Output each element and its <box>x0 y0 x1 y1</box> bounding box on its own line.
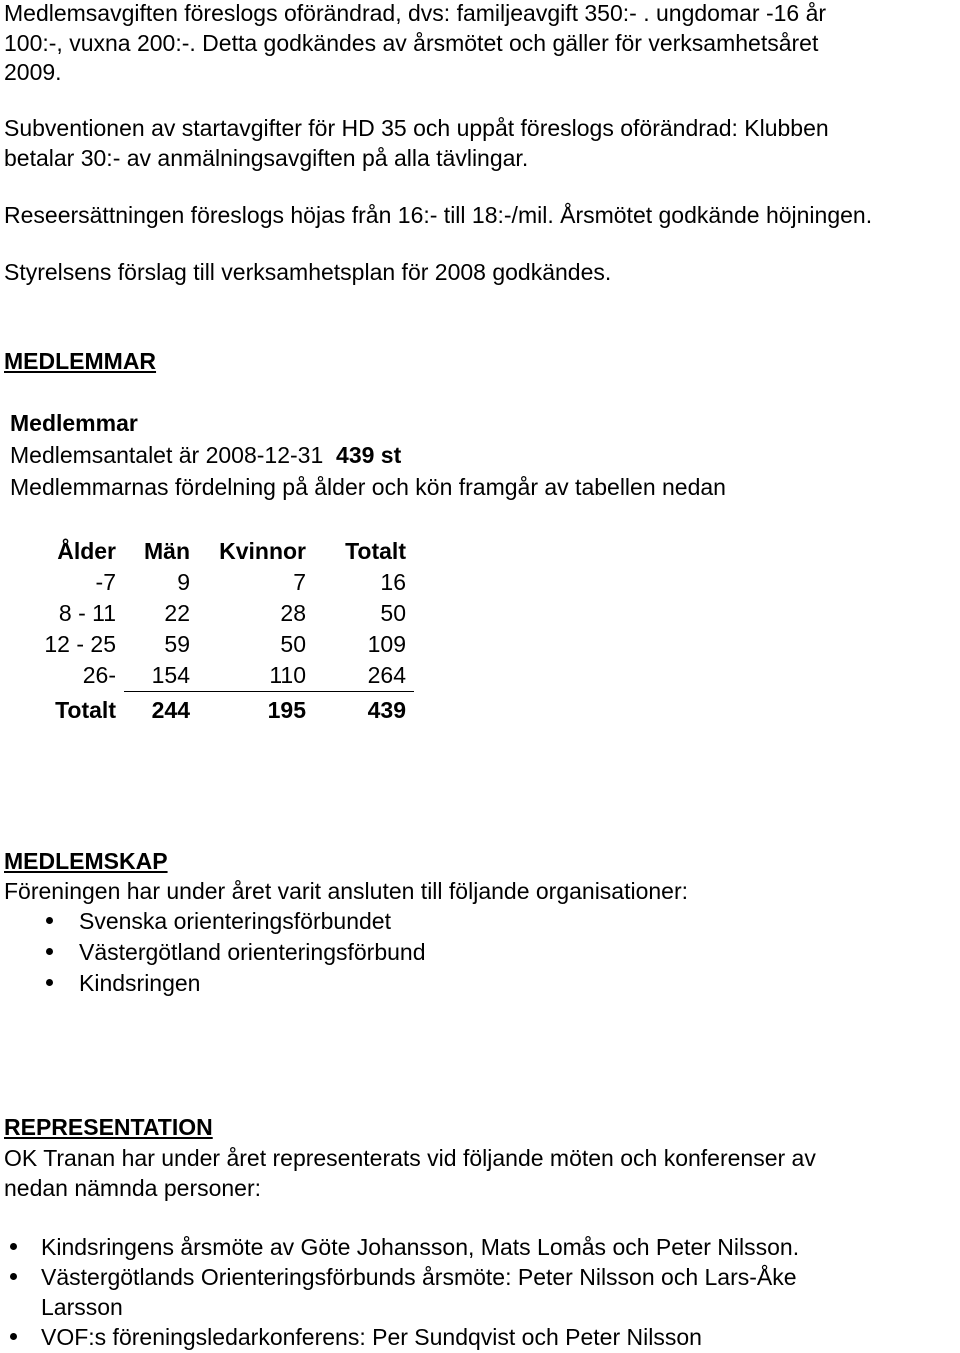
table-total-row <box>44 692 414 727</box>
cell-total: 264 <box>314 660 414 692</box>
total-men: 244 <box>151 697 190 723</box>
bullet-icon <box>10 1333 17 1340</box>
cell-women: 28 <box>280 600 306 626</box>
list-item-continuation: Larsson <box>41 1294 123 1320</box>
table-description: Medlemmarnas fördelning på ålder och kön framgår av tabellen nedan <box>10 474 726 500</box>
header-total: Totalt <box>345 538 406 564</box>
representation-intro-line1: OK Tranan har under året representerats vid följande möten och konferenser av <box>4 1145 816 1171</box>
cell-age: -7 <box>95 569 116 595</box>
header-women: Kvinnor <box>219 538 306 564</box>
table-row <box>44 629 414 660</box>
cell-age: 8 - 11 <box>58 600 116 626</box>
cell-men: 9 <box>177 569 190 595</box>
cell-men: 154 <box>124 660 198 692</box>
cell-age: 26- <box>82 662 116 689</box>
para1-line3: 2009. <box>4 59 62 85</box>
total-total: 439 <box>367 697 406 723</box>
medlemskap-heading: MEDLEMSKAP <box>4 848 168 874</box>
para1-line1: Medlemsavgiften föreslogs oförändrad, dvs: familjeavgift 350:- . ungdomar -16 år <box>4 0 827 26</box>
bullet-icon <box>46 948 53 955</box>
cell-women: 110 <box>198 660 314 692</box>
medlemmar-subheading: Medlemmar <box>10 410 138 436</box>
header-age: Ålder <box>57 538 116 564</box>
bullet-icon <box>10 1273 17 1280</box>
list-item: VOF:s föreningsledarkonferens: Per Sundqvist och Peter Nilsson <box>41 1324 702 1350</box>
cell-women: 50 <box>280 631 306 657</box>
table-row <box>44 567 414 598</box>
bullet-icon <box>46 979 53 986</box>
total-women: 195 <box>267 697 306 723</box>
list-item: Västergötland orienteringsförbund <box>79 939 426 965</box>
para2-line2: betalar 30:- av anmälningsavgiften på alla tävlingar. <box>4 145 529 171</box>
para2-line1: Subventionen av startavgifter för HD 35 och uppåt föreslogs oförändrad: Klubben <box>4 115 829 141</box>
bullet-icon <box>10 1243 17 1250</box>
header-men: Män <box>144 538 190 564</box>
cell-total: 16 <box>380 569 406 595</box>
representation-heading: REPRESENTATION <box>4 1114 213 1140</box>
cell-total: 109 <box>367 631 406 657</box>
table-row <box>44 660 414 692</box>
total-label: Totalt <box>55 696 116 723</box>
member-distribution-table <box>44 536 414 726</box>
member-count-text: Medlemsantalet är 2008-12-31 <box>10 442 324 468</box>
medlemskap-intro: Föreningen har under året varit ansluten till följande organisationer: <box>4 878 689 904</box>
list-item: Svenska orienteringsförbundet <box>79 908 391 934</box>
bullet-icon <box>46 917 53 924</box>
cell-men: 22 <box>164 600 190 626</box>
cell-age: 12 - 25 <box>44 631 116 657</box>
para3: Reseersättningen föreslogs höjas från 16:- till 18:-/mil. Årsmötet godkände höjningen. <box>4 202 873 228</box>
list-item: Kindsringen <box>79 970 201 996</box>
cell-women: 7 <box>293 569 306 595</box>
para4: Styrelsens förslag till verksamhetsplan för 2008 godkändes. <box>4 259 612 285</box>
para1-line2: 100:-, vuxna 200:-. Detta godkändes av årsmötet och gäller för verksamhetsåret <box>4 30 819 56</box>
member-count-line <box>10 440 401 470</box>
representation-intro-line2: nedan nämnda personer: <box>4 1175 262 1201</box>
table-header-row <box>44 536 414 567</box>
cell-total: 50 <box>380 600 406 626</box>
cell-men: 59 <box>164 631 190 657</box>
table-row <box>44 598 414 629</box>
medlemmar-heading: MEDLEMMAR <box>4 348 157 374</box>
list-item: Västergötlands Orienteringsförbunds årsmöte: Peter Nilsson och Lars-Åke <box>41 1264 797 1290</box>
list-item: Kindsringens årsmöte av Göte Johansson, Mats Lomås och Peter Nilsson. <box>41 1234 800 1260</box>
member-count-value: 439 st <box>336 442 402 468</box>
